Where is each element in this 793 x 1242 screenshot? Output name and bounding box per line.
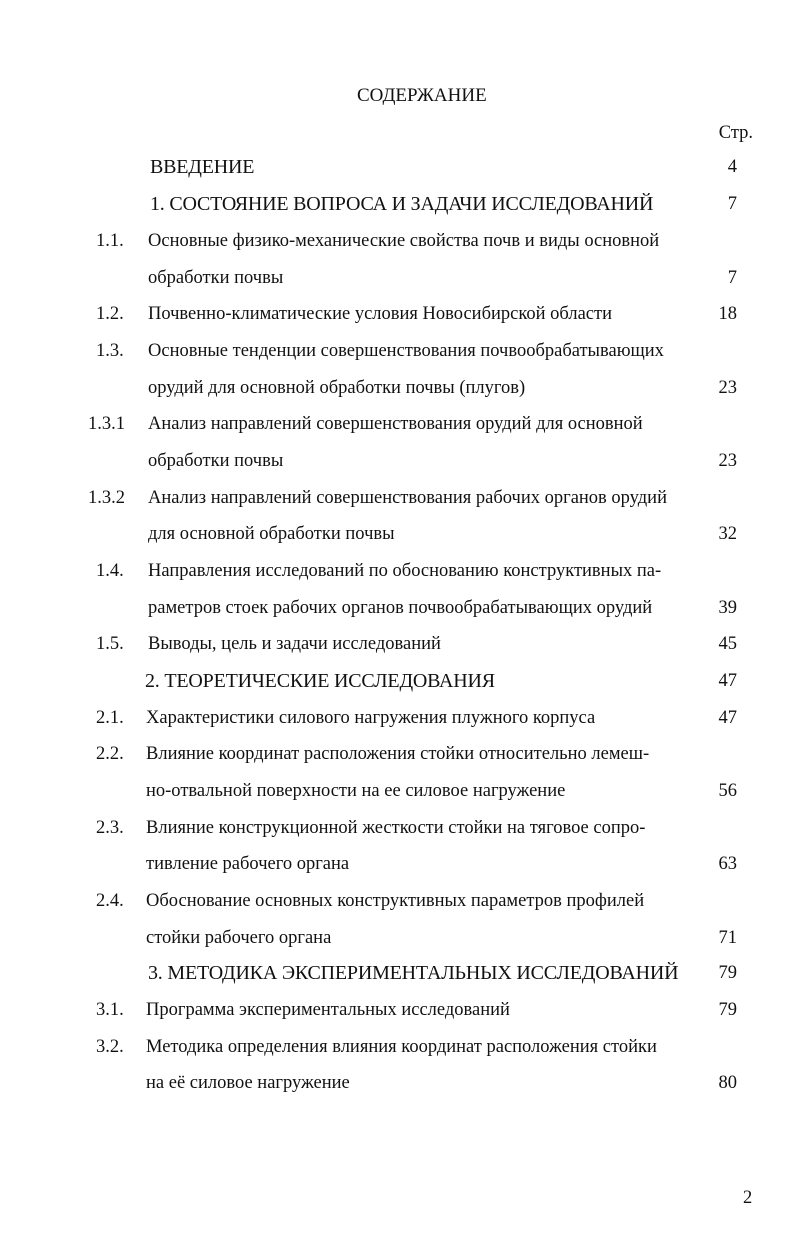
toc-entry-title: 2. ТЕОРЕТИЧЕСКИЕ ИССЛЕДОВАНИЯ bbox=[145, 670, 495, 692]
toc-entry-title: стойки рабочего органа bbox=[146, 928, 332, 948]
toc-entry-number: 1.4. bbox=[96, 561, 124, 581]
toc-entry-title: Почвенно-климатические условия Новосибирской области bbox=[148, 304, 613, 324]
toc-entry-title: на её силовое нагружение bbox=[146, 1073, 350, 1093]
toc-entry-page: 79 bbox=[718, 963, 737, 983]
toc-entry-title: обработки почвы bbox=[148, 268, 284, 288]
toc-entry-page: 56 bbox=[718, 781, 737, 801]
toc-entry-title: ВВЕДЕНИЕ bbox=[150, 156, 255, 178]
toc-entry-page: 45 bbox=[718, 634, 737, 654]
toc-entry-number: 2.1. bbox=[96, 708, 124, 728]
page-column-label: Стр. bbox=[718, 123, 753, 143]
toc-entry-title: 1. СОСТОЯНИЕ ВОПРОСА И ЗАДАЧИ ИССЛЕДОВАНИЙ bbox=[150, 193, 654, 215]
toc-entry-page: 18 bbox=[718, 304, 737, 324]
toc-entry-page: 23 bbox=[718, 378, 737, 398]
toc-title: СОДЕРЖАНИЕ bbox=[357, 85, 487, 106]
toc-entry-number: 1.2. bbox=[96, 304, 124, 324]
toc-entry-number: 3.2. bbox=[96, 1037, 124, 1057]
toc-entry-title: Анализ направлений совершенствования орудий для основной bbox=[148, 414, 643, 434]
toc-entry-number: 3.1. bbox=[96, 1000, 124, 1020]
toc-entry-title: раметров стоек рабочих органов почвообрабатывающих орудий bbox=[148, 598, 653, 618]
toc-entry-title: но-отвальной поверхности на ее силовое нагружение bbox=[146, 781, 566, 801]
toc-entry-page: 32 bbox=[718, 524, 737, 544]
toc-entry-title: Обоснование основных конструктивных параметров профилей bbox=[146, 891, 645, 911]
toc-entry-title: обработки почвы bbox=[148, 451, 284, 471]
toc-entry-page: 7 bbox=[727, 194, 737, 214]
toc-entry-number: 2.3. bbox=[96, 818, 124, 838]
toc-entry-page: 47 bbox=[718, 708, 737, 728]
toc-entry-title: 3. МЕТОДИКА ЭКСПЕРИМЕНТАЛЬНЫХ ИССЛЕДОВАНИЙ bbox=[148, 962, 679, 984]
toc-entry-title: Влияние конструкционной жесткости стойки на тяговое сопро- bbox=[146, 818, 646, 838]
toc-entry-title: Выводы, цель и задачи исследований bbox=[148, 634, 441, 654]
toc-entry-title: орудий для основной обработки почвы (плугов) bbox=[148, 378, 526, 398]
toc-entry-number: 1.3.2 bbox=[88, 488, 125, 508]
toc-entry-title: Направления исследований по обоснованию конструктивных па- bbox=[148, 561, 662, 581]
toc-entry-number: 2.4. bbox=[96, 891, 124, 911]
toc-entry-title: тивление рабочего органа bbox=[146, 854, 350, 874]
toc-entry-page: 23 bbox=[718, 451, 737, 471]
toc-entry-title: Основные тенденции совершенствования почвообрабатывающих bbox=[148, 341, 664, 361]
toc-entry-page: 79 bbox=[718, 1000, 737, 1020]
toc-entry-number: 1.3.1 bbox=[88, 414, 125, 434]
toc-entry-title: для основной обработки почвы bbox=[148, 524, 395, 544]
toc-entry-page: 80 bbox=[718, 1073, 737, 1093]
toc-entry-page: 4 bbox=[727, 157, 737, 177]
toc-entry-page: 63 bbox=[718, 854, 737, 874]
toc-entry-title: Характеристики силового нагружения плужного корпуса bbox=[146, 708, 596, 728]
toc-entry-number: 1.3. bbox=[96, 341, 124, 361]
toc-entry-number: 1.5. bbox=[96, 634, 124, 654]
toc-entry-page: 39 bbox=[718, 598, 737, 618]
toc-entry-title: Методика определения влияния координат расположения стойки bbox=[146, 1037, 657, 1057]
toc-entry-page: 71 bbox=[718, 928, 737, 948]
toc-entry-title: Программа экспериментальных исследований bbox=[146, 1000, 510, 1020]
toc-entry-page: 7 bbox=[727, 268, 737, 288]
toc-entry-title: Анализ направлений совершенствования рабочих органов орудий bbox=[148, 488, 667, 508]
page-number: 2 bbox=[743, 1188, 753, 1208]
toc-entry-number: 1.1. bbox=[96, 231, 124, 251]
toc-entry-page: 47 bbox=[718, 671, 737, 691]
toc-entry-number: 2.2. bbox=[96, 744, 124, 764]
toc-entry-title: Влияние координат расположения стойки относительно лемеш- bbox=[146, 744, 650, 764]
toc-entry-title: Основные физико-механические свойства почв и виды основной bbox=[148, 231, 660, 251]
